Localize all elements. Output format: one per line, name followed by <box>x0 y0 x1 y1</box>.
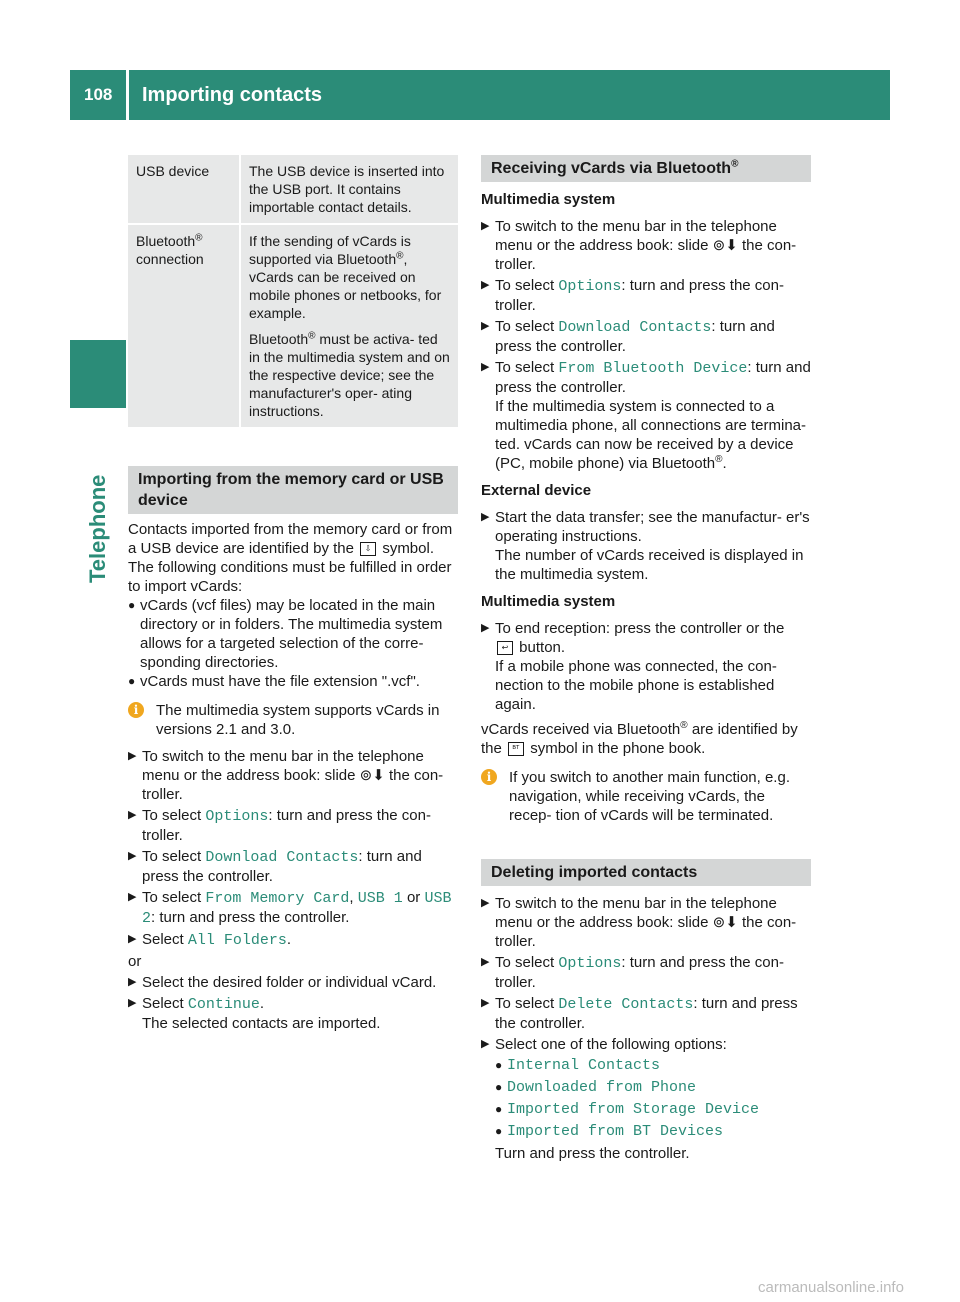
step-text: button. <box>519 639 566 656</box>
subheading: External device <box>481 482 592 499</box>
step-text: To select <box>142 889 202 906</box>
menu-option: From Memory Card <box>205 890 350 907</box>
step-text: the con- troller. <box>142 767 444 803</box>
bullet-icon: ● <box>495 1080 503 1094</box>
step-text: To select <box>495 318 555 335</box>
list-item <box>495 1056 811 1075</box>
step-text: To end reception: press the controller or the <box>495 620 785 637</box>
step-arrow-icon: ▶ <box>481 361 490 373</box>
step-text: : turn and press the controller. <box>495 995 798 1032</box>
table-cell-text: The USB device is inserted into the USB port. It contains importable contact details. <box>249 163 445 215</box>
step-arrow-icon: ▶ <box>481 997 490 1009</box>
step-arrow-icon: ▶ <box>128 933 137 945</box>
section-heading: Receiving vCards via Bluetooth® <box>481 155 811 182</box>
step-text: To select <box>495 954 555 971</box>
step-item: ▶ To select From Bluetooth Device: turn and press the controller. If the multimedia system is connected to a multimedia phone, all connections are termina- ted. vCards can now be received by a device (PC, mobile phone) via Bluetooth®. <box>481 359 811 472</box>
step-arrow-icon: ▶ <box>481 511 490 523</box>
menu-option: Imported from Storage Device <box>507 1101 760 1118</box>
step-item <box>128 994 458 1033</box>
step-item <box>128 806 458 845</box>
subheading: Multimedia system <box>481 191 616 208</box>
step-text: Select <box>142 995 184 1012</box>
bullet-icon: ● <box>128 674 136 688</box>
step-arrow-icon: ▶ <box>481 220 490 232</box>
watermark: carmanualsonline.info <box>758 1279 904 1296</box>
menu-option: Download Contacts <box>558 319 712 336</box>
note-text: vCards received via Bluetooth <box>481 721 681 738</box>
list-text: vCards must have the file extension ".vcf". <box>140 673 420 690</box>
step-item <box>128 888 458 928</box>
controller-slide-icon: ⊚⬇ <box>359 767 385 784</box>
step-result: If the multimedia system is connected to a multimedia phone, all connections are termina- ted. vCards can now be received by a device (PC, mobile phone) via Bluetooth <box>495 398 806 472</box>
step-arrow-icon: ▶ <box>128 997 137 1009</box>
step-text: the con- troller. <box>495 914 797 950</box>
cell-text-part: Bluetooth <box>249 331 309 347</box>
step-item <box>481 894 811 951</box>
back-button-icon: ↩ <box>497 641 513 655</box>
step-item <box>128 973 458 992</box>
step-arrow-icon: ▶ <box>481 897 490 909</box>
step-arrow-icon: ▶ <box>481 1038 490 1050</box>
chapter-label: Telephone <box>85 474 110 583</box>
list-item <box>495 1100 811 1119</box>
conditions-paragraph: The following conditions must be fulfilled in order to import vCards: <box>128 559 452 595</box>
section-heading: Importing from the memory card or USB device <box>128 466 458 514</box>
step-item <box>481 217 811 274</box>
step-arrow-icon: ▶ <box>481 622 490 634</box>
table-row <box>128 225 458 427</box>
intro-paragraph <box>128 520 458 558</box>
menu-option: Imported from BT Devices <box>507 1123 724 1140</box>
bt-note: vCards received via Bluetooth® are identified by the ᴮᵀ symbol in the phone book. <box>481 720 798 757</box>
page-number: 108 <box>84 85 113 104</box>
side-tab-marker <box>70 340 126 408</box>
info-text: If you switch to another main function, e.g. navigation, while receiving vCards, the recep- tion of vCards will be terminated. <box>509 769 790 824</box>
step-text: , <box>349 889 354 906</box>
info-note <box>128 701 458 739</box>
step-item <box>481 953 811 992</box>
step-arrow-icon: ▶ <box>481 956 490 968</box>
menu-option: 2 <box>142 910 152 927</box>
step-arrow-icon: ▶ <box>128 850 137 862</box>
menu-option: Options <box>558 278 622 295</box>
step-item <box>128 930 458 950</box>
intro-text: symbol. <box>382 540 434 557</box>
note-text: are identified by the <box>481 721 798 757</box>
table-row <box>128 155 458 225</box>
menu-option: USB <box>424 890 452 907</box>
menu-option: Continue <box>187 996 260 1013</box>
bluetooth-word: Bluetooth <box>136 233 196 249</box>
bullet-icon: ● <box>128 598 136 612</box>
step-item <box>481 994 811 1033</box>
step-arrow-icon: ▶ <box>128 976 137 988</box>
step-text: the con- troller. <box>495 237 797 273</box>
bullet-icon: ● <box>495 1124 503 1138</box>
step-item <box>128 747 458 804</box>
right-section <box>481 155 811 1163</box>
connection-word: connection <box>136 251 204 267</box>
step-text: To switch to the menu bar in the telephone menu or the address book: slide <box>495 218 777 254</box>
step-result: Turn and press the controller. <box>495 1145 690 1162</box>
heading-text: Receiving vCards via Bluetooth <box>491 160 732 177</box>
info-note <box>481 768 811 825</box>
step-text: Select the desired folder or individual vCard. <box>142 974 437 991</box>
step-item <box>481 508 811 584</box>
left-section <box>128 466 458 1033</box>
cell-text-part: If the sending of vCards is supported via Bluetooth <box>249 233 411 267</box>
step-text: . <box>259 995 265 1012</box>
menu-option: USB 1 <box>357 890 403 907</box>
step-text: To select <box>495 995 555 1012</box>
cell-text-part: , vCards can be received on mobile phones or netbooks, for example. <box>249 251 442 321</box>
list-item <box>128 596 458 672</box>
step-text: or <box>406 889 421 906</box>
header-separator <box>126 70 129 120</box>
subheading: Multimedia system <box>481 593 616 610</box>
menu-option: From Bluetooth Device <box>558 360 748 377</box>
step-text: To select <box>495 359 555 376</box>
list-item <box>495 1078 811 1097</box>
step-arrow-icon: ▶ <box>128 891 137 903</box>
step-text: . <box>286 931 292 948</box>
table-cell-label: Bluetooth® connection <box>128 225 241 427</box>
step-text: To select <box>142 807 202 824</box>
step-arrow-icon: ▶ <box>128 750 137 762</box>
step-text: Start the data transfer; see the manufactur- er's operating instructions. <box>495 509 810 545</box>
bullet-icon: ● <box>495 1102 503 1116</box>
step-text: : turn and press the con- troller. <box>495 954 784 991</box>
bluetooth-contact-icon: ᴮᵀ <box>508 742 524 756</box>
list-item <box>495 1122 811 1141</box>
step-arrow-icon: ▶ <box>481 279 490 291</box>
list-item <box>128 672 458 691</box>
step-item <box>481 619 811 714</box>
note-text: symbol in the phone book. <box>530 740 706 757</box>
step-text: : turn and press the con- troller. <box>495 277 784 314</box>
options-list <box>481 1056 811 1163</box>
intro-text: Contacts imported from the memory card or from a USB device are identified by the <box>128 521 453 557</box>
list-text: vCards (vcf files) may be located in the main directory or in folders. The multimedia system allows for a targeted selection of the corre- sponding directories. <box>140 597 443 671</box>
step-item <box>128 847 458 886</box>
or-text: or <box>128 953 142 970</box>
menu-option: Downloaded from Phone <box>507 1079 697 1096</box>
bullet-icon: ● <box>495 1058 503 1072</box>
step-text: : turn and press the controller. <box>142 848 422 885</box>
step-arrow-icon: ▶ <box>128 809 137 821</box>
controller-slide-icon: ⊚⬇ <box>712 237 738 254</box>
step-item <box>481 317 811 356</box>
table-cell-text: If the sending of vCards is supported via Bluetooth®, vCards can be received on mobile phones or netbooks, for example. Bluetooth® must be activa- ted in the multimedia system and on the respective device; see the manufacturer's oper- ating instructions. <box>249 233 450 419</box>
menu-option: Download Contacts <box>205 849 359 866</box>
info-icon: i <box>481 769 497 785</box>
step-result: The number of vCards received is displayed in the multimedia system. <box>495 547 804 583</box>
step-text: To switch to the menu bar in the telephone menu or the address book: slide <box>142 748 424 784</box>
controller-slide-icon: ⊚⬇ <box>712 914 738 931</box>
step-text: To switch to the menu bar in the telephone menu or the address book: slide <box>495 895 777 931</box>
step-text: : turn and press the controller. <box>151 909 350 926</box>
step-item <box>481 276 811 315</box>
menu-option: All Folders <box>187 932 287 949</box>
step-item <box>481 1035 811 1054</box>
step-text: Select one of the following options: <box>495 1036 727 1053</box>
step-arrow-icon: ▶ <box>481 320 490 332</box>
step-result: The selected contacts are imported. <box>142 1015 381 1032</box>
section-heading: Deleting imported contacts <box>481 859 811 886</box>
step-text: To select <box>142 848 202 865</box>
table-cell-label: USB device <box>128 155 241 223</box>
step-text: : turn and press the controller. <box>495 359 811 396</box>
step-text: : turn and press the controller. <box>495 318 775 355</box>
usb-contact-icon: ⇩ <box>360 542 376 556</box>
cell-text-part: must be activa- ted in the multimedia system and on the respective device; see the manufacturer's oper- ating instructions. <box>249 331 450 419</box>
menu-option: Delete Contacts <box>558 996 694 1013</box>
info-icon: i <box>128 702 144 718</box>
step-result: If a mobile phone was connected, the con- nection to the mobile phone is established again. <box>495 658 777 713</box>
step-text: To select <box>495 277 555 294</box>
menu-option: Options <box>558 955 622 972</box>
info-text: The multimedia system supports vCards in versions 2.1 and 3.0. <box>156 702 440 738</box>
step-text: : turn and press the con- troller. <box>142 807 431 844</box>
connection-table <box>128 155 458 427</box>
menu-option: Internal Contacts <box>507 1057 661 1074</box>
page-title: Importing contacts <box>142 84 323 106</box>
menu-option: Options <box>205 808 269 825</box>
step-text: Select <box>142 931 184 948</box>
